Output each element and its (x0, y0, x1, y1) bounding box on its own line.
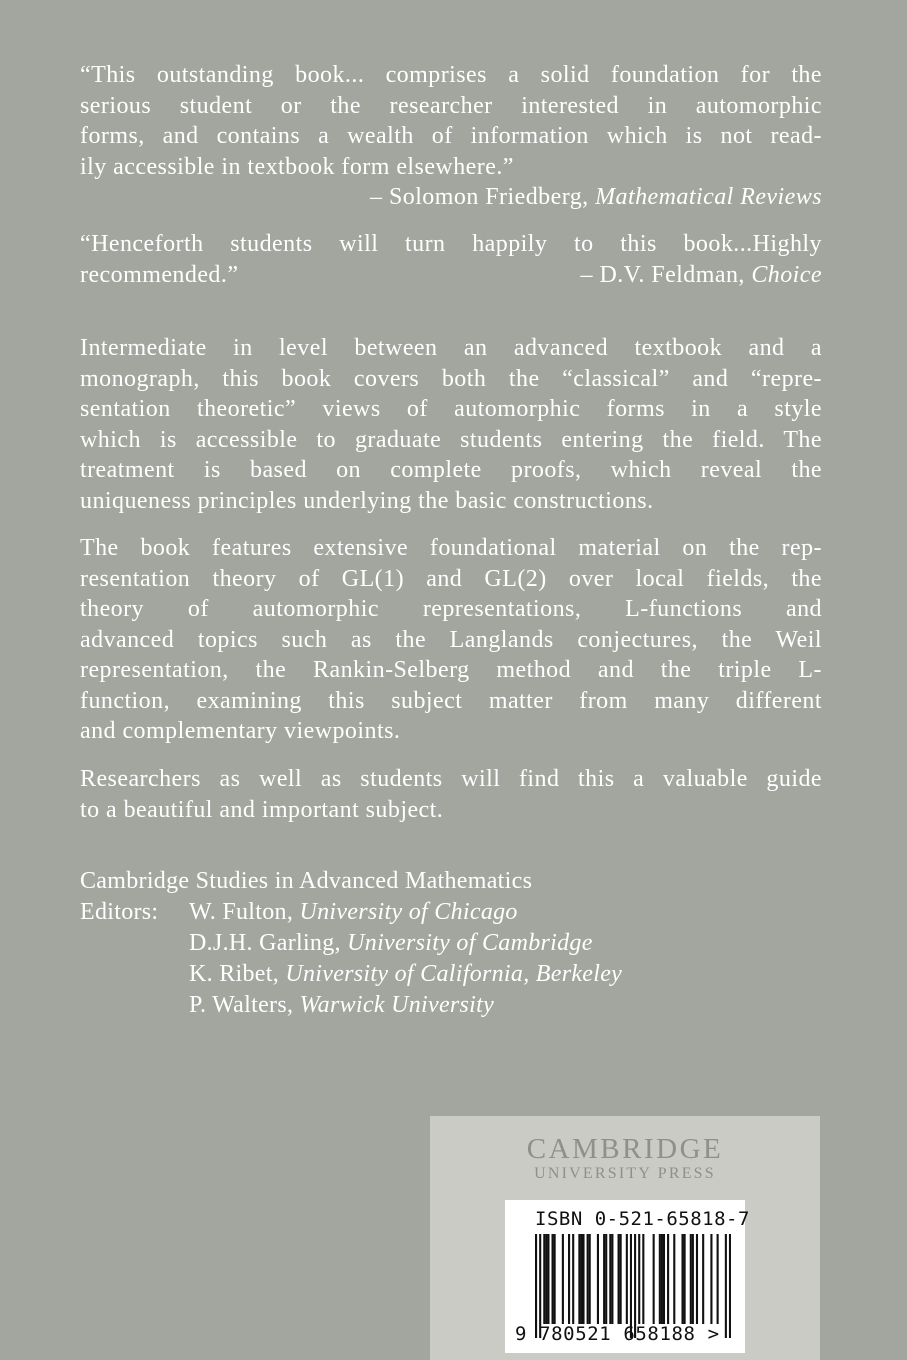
text-line: function, examining this subject matter from many different (80, 687, 822, 714)
review-line: “This outstanding book... comprises a solid foundation for the (80, 62, 822, 88)
review-feldman (80, 229, 822, 290)
barcode-bar (692, 1234, 694, 1324)
barcode-bar (673, 1234, 675, 1324)
editors-label: Editors: (80, 899, 159, 925)
editor-affiliation: University of Chicago (299, 899, 518, 925)
isbn-text: ISBN 0-521-65818-7 (535, 1208, 750, 1230)
barcode-bar (554, 1234, 556, 1324)
text-line: treatment is based on complete proofs, which reveal the (80, 457, 822, 483)
barcode-bar (582, 1234, 584, 1324)
editor-entry (189, 897, 518, 928)
barcode-bar (545, 1234, 547, 1324)
barcode-bar (580, 1234, 582, 1324)
barcode-bar (626, 1234, 628, 1324)
text-line: and complementary viewpoints. (80, 718, 401, 744)
barcode-bar (543, 1234, 545, 1324)
series-title: Cambridge Studies in Advanced Mathematics (80, 868, 533, 894)
description-paragraph-1 (80, 333, 822, 516)
barcode-bar (578, 1234, 580, 1324)
barcode-bar (696, 1234, 698, 1324)
text-line: resentation theory of GL(1) and GL(2) over local fields, the (80, 565, 822, 592)
text-line: Researchers as well as students will find this a valuable guide (80, 766, 822, 792)
text-line: uniqueness principles underlying the basic constructions. (80, 487, 654, 514)
description-paragraph-2 (80, 533, 822, 747)
reviewer-name: – D.V. Feldman, (580, 261, 745, 288)
barcode-bar (587, 1234, 589, 1324)
text-line: The book features extensive foundational material on the rep- (80, 535, 822, 561)
review-friedberg (80, 60, 822, 213)
text-line: representation, the Rankin-Selberg method and the triple L- (80, 657, 822, 683)
barcode-bar (605, 1234, 607, 1324)
barcode-bar (684, 1234, 686, 1324)
barcode-bar (659, 1234, 661, 1324)
barcode-bar (589, 1234, 591, 1324)
editor-name: K. Ribet, (189, 961, 280, 987)
editor-affiliation: University of California, Berkeley (285, 961, 623, 987)
editor-entry (80, 928, 822, 959)
publisher-name: CAMBRIDGE (526, 1133, 724, 1165)
barcode-bar (568, 1234, 570, 1324)
barcode-bar (603, 1234, 605, 1324)
editor-name: D.J.H. Garling, (189, 930, 341, 956)
barcode-bar (547, 1234, 549, 1324)
editor-entry (80, 959, 822, 990)
review-line: forms, and contains a wealth of information which is not read- (80, 123, 822, 149)
barcode-bar (618, 1234, 620, 1324)
barcode-bar (681, 1234, 683, 1324)
editor-entry (80, 990, 822, 1021)
description-paragraph-3 (80, 764, 822, 825)
barcode-bar (653, 1234, 655, 1324)
barcode-bar (611, 1234, 613, 1324)
barcode-bar (667, 1234, 669, 1324)
isbn-barcode (505, 1200, 750, 1353)
review-attribution (80, 182, 822, 213)
barcode-bar (620, 1234, 622, 1324)
text-line: monograph, this book covers both the “classical” and “repre- (80, 365, 822, 392)
barcode-bar (562, 1234, 564, 1324)
text-line: theory of automorphic representations, L-functions and (80, 596, 822, 622)
review-source: Choice (751, 261, 822, 288)
barcode-bar (609, 1234, 611, 1324)
editor-row (80, 897, 822, 928)
review-source: Mathematical Reviews (595, 184, 822, 210)
editor-affiliation: Warwick University (299, 992, 495, 1018)
editor-name: P. Walters, (189, 992, 294, 1018)
publisher-subname: UNIVERSITY PRESS (534, 1165, 716, 1182)
review-line: “Henceforth students will turn happily to this book...Highly (80, 231, 822, 257)
editor-affiliation: University of Cambridge (347, 930, 593, 956)
review-line: ily accessible in textbook form elsewhere.” (80, 153, 514, 180)
text-line: which is accessible to graduate students entering the field. The (80, 426, 822, 453)
text-line: sentation theoretic” views of automorphic forms in a style (80, 396, 822, 422)
barcode-bar (702, 1234, 704, 1324)
review-attribution (581, 260, 822, 291)
editor-name: W. Fulton, (189, 899, 294, 925)
barcode-bar (710, 1234, 712, 1324)
barcode-bar (552, 1234, 554, 1324)
barcode-bar (642, 1234, 644, 1324)
barcode-bar (661, 1234, 663, 1324)
text-line: advanced topics such as the Langlands conjectures, the Weil (80, 626, 822, 653)
review-last-row (80, 260, 822, 291)
series-info (80, 866, 822, 1021)
barcode-bar (572, 1234, 574, 1324)
review-line: recommended.” (80, 261, 239, 288)
barcode-digits: 9 780521 658188 > (515, 1323, 720, 1345)
barcode-bar (717, 1234, 719, 1324)
text-line: to a beautiful and important subject. (80, 796, 444, 823)
barcode-bar (597, 1234, 599, 1324)
publisher-box (430, 1116, 820, 1360)
barcode-bar (690, 1234, 692, 1324)
barcode-bar (638, 1234, 640, 1324)
barcode-bar (663, 1234, 665, 1324)
review-line: serious student or the researcher interested in automorphic (80, 92, 822, 119)
reviewer-name: – Solomon Friedberg, (370, 184, 589, 210)
text-line: Intermediate in level between an advanced textbook and a (80, 335, 822, 361)
